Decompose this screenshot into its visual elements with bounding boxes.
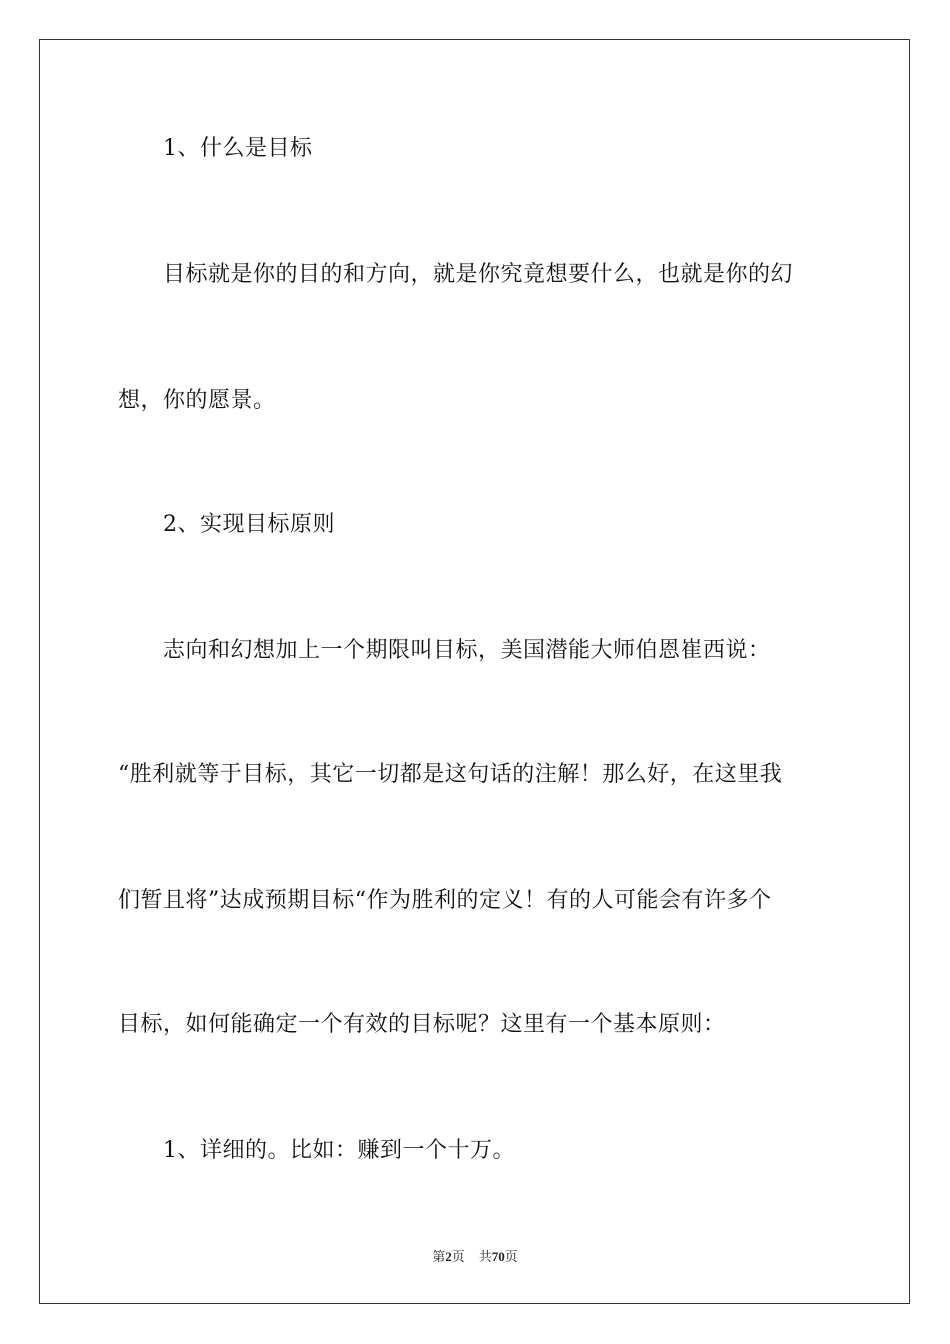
page-footer — [0, 1248, 950, 1267]
list-item: 1、详细的。比如：赚到一个十万。 — [163, 1138, 515, 1163]
paragraph-line: 目标，如何能确定一个有效的目标呢？这里有一个基本原则： — [118, 1012, 726, 1037]
paragraph-line: 想，你的愿景。 — [118, 388, 276, 413]
heading-what-is-goal: 1、什么是目标 — [163, 136, 313, 161]
page-border — [39, 39, 910, 1304]
total-pages: 70 — [491, 1249, 505, 1264]
paragraph-line: 目标就是你的目的和方向，就是你究竟想要什么，也就是你的幻 — [163, 262, 794, 287]
paragraph-line: 们暂且将”达成预期目标“作为胜利的定义！有的人可能会有许多个 — [118, 888, 772, 913]
page-suffix: 页 — [451, 1250, 465, 1265]
total-prefix: 共 — [478, 1250, 492, 1265]
paragraph-line: “胜利就等于目标，其它一切都是这句话的注解！那么好，在这里我 — [118, 762, 783, 787]
heading-goal-principles: 2、实现目标原则 — [163, 512, 335, 537]
page-number: 2 — [445, 1249, 452, 1264]
page-prefix: 第 — [432, 1250, 446, 1265]
paragraph-line: 志向和幻想加上一个期限叫目标，美国潜能大师伯恩崔西说： — [163, 638, 771, 663]
total-suffix: 页 — [504, 1250, 518, 1265]
